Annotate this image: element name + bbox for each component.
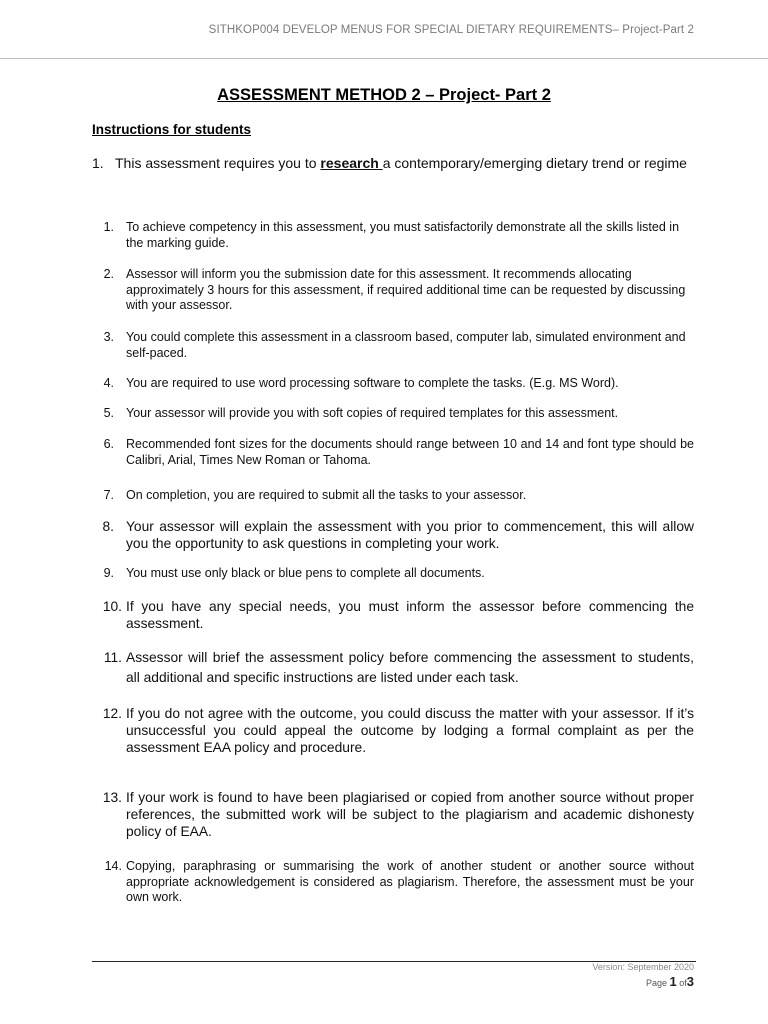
list-item-number: 12. xyxy=(102,706,122,721)
list-item-number: 14. xyxy=(104,859,122,873)
list-item xyxy=(92,705,694,756)
page-current: 1 xyxy=(669,974,677,989)
version-label: Version: September 2020 xyxy=(592,962,694,972)
list-item-text: To achieve competency in this assessment, you must satisfactorily demonstrate all the skills listed in the marking guide. xyxy=(126,220,680,250)
list-item-number: 11. xyxy=(103,650,122,665)
list-item xyxy=(92,518,694,552)
list-item-number: 2. xyxy=(103,267,114,281)
section-heading: Instructions for students xyxy=(92,122,252,137)
intro-text-before: This assessment requires you to xyxy=(115,155,321,171)
page-word: Page xyxy=(645,978,667,988)
list-item-text: If you do not agree with the outcome, you could discuss the matter with your assessor. If it’s unsuccessful you could appeal the outcome by lodging a formal complaint as per the assessment EAA policy and procedure. xyxy=(126,706,694,755)
list-item-text: On completion, you are required to submit all the tasks to your assessor. xyxy=(126,488,527,502)
page-title: ASSESSMENT METHOD 2 – Project- Part 2 xyxy=(217,86,551,104)
list-item-text: Copying, paraphrasing or summarising the work of another student or another source without appropriate acknowledgement is considered as plagiarism. Therefore, the assessment must be your own work. xyxy=(126,859,694,904)
intro-item xyxy=(92,154,698,172)
list-item-number: 1. xyxy=(103,220,114,234)
list-item-text: You are required to use word processing software to complete the tasks. (E.g. MS Word). xyxy=(126,376,619,390)
intro-text xyxy=(115,154,698,172)
running-header: SITHKOP004 DEVELOP MENUS FOR SPECIAL DIETARY REQUIREMENTS– Project-Part 2 xyxy=(208,24,694,36)
list-item-number: 7. xyxy=(103,488,114,502)
intro-text-after: a contemporary/emerging dietary trend or regime xyxy=(382,155,687,171)
list-item-number: 13. xyxy=(102,790,122,805)
list-item xyxy=(92,267,694,314)
list-item-text: Assessor will brief the assessment policy before commencing the assessment to students, all additional and specific instructions are listed under each task. xyxy=(126,650,694,685)
list-item-text: You could complete this assessment in a classroom based, computer lab, simulated environment and self-paced. xyxy=(126,330,686,360)
list-item-text: Your assessor will provide you with soft copies of required templates for this assessment. xyxy=(126,406,619,420)
list-item xyxy=(92,488,694,504)
intro-number: 1. xyxy=(92,155,104,171)
list-item-text: Your assessor will explain the assessment with you prior to commencement, this will allow you the opportunity to ask questions in completing your work. xyxy=(126,519,694,551)
list-item-text: If your work is found to have been plagiarised or copied from another source without proper references, the submitted work will be subject to the plagiarism and academic dishonesty policy of EAA. xyxy=(126,790,694,839)
list-item xyxy=(92,437,694,468)
list-item xyxy=(92,859,694,906)
list-item xyxy=(92,566,694,582)
list-item xyxy=(92,648,694,688)
intro-keyword: research xyxy=(320,155,383,171)
list-item-number: 3. xyxy=(103,330,114,344)
list-item-number: 10. xyxy=(102,599,122,614)
list-item-number: 5. xyxy=(103,406,114,420)
list-item-number: 6. xyxy=(103,437,114,451)
list-item-number: 8. xyxy=(102,519,114,534)
list-item-text: You must use only black or blue pens to complete all documents. xyxy=(126,566,485,580)
list-item-number: 9. xyxy=(103,566,114,580)
page-number xyxy=(646,974,694,989)
page-total: 3 xyxy=(686,974,694,989)
list-item xyxy=(92,406,694,422)
list-item-number: 4. xyxy=(103,376,114,390)
list-item xyxy=(92,220,694,251)
list-item-text: Assessor will inform you the submission date for this assessment. It recommends allocating approximately 3 hours for this assessment, if required additional time can be requested by discussing with your assessor. xyxy=(126,267,686,312)
list-item xyxy=(92,330,694,361)
list-item xyxy=(92,789,694,840)
list-item-text: If you have any special needs, you must inform the assessor before commencing the assessment. xyxy=(126,599,694,631)
page-of: of xyxy=(679,978,687,988)
list-item xyxy=(92,376,694,392)
header-divider xyxy=(0,58,768,59)
list-item-text: Recommended font sizes for the documents should range between 10 and 14 and font type should be Calibri, Arial, Times New Roman or Tahoma. xyxy=(126,437,694,467)
list-item xyxy=(92,598,694,632)
